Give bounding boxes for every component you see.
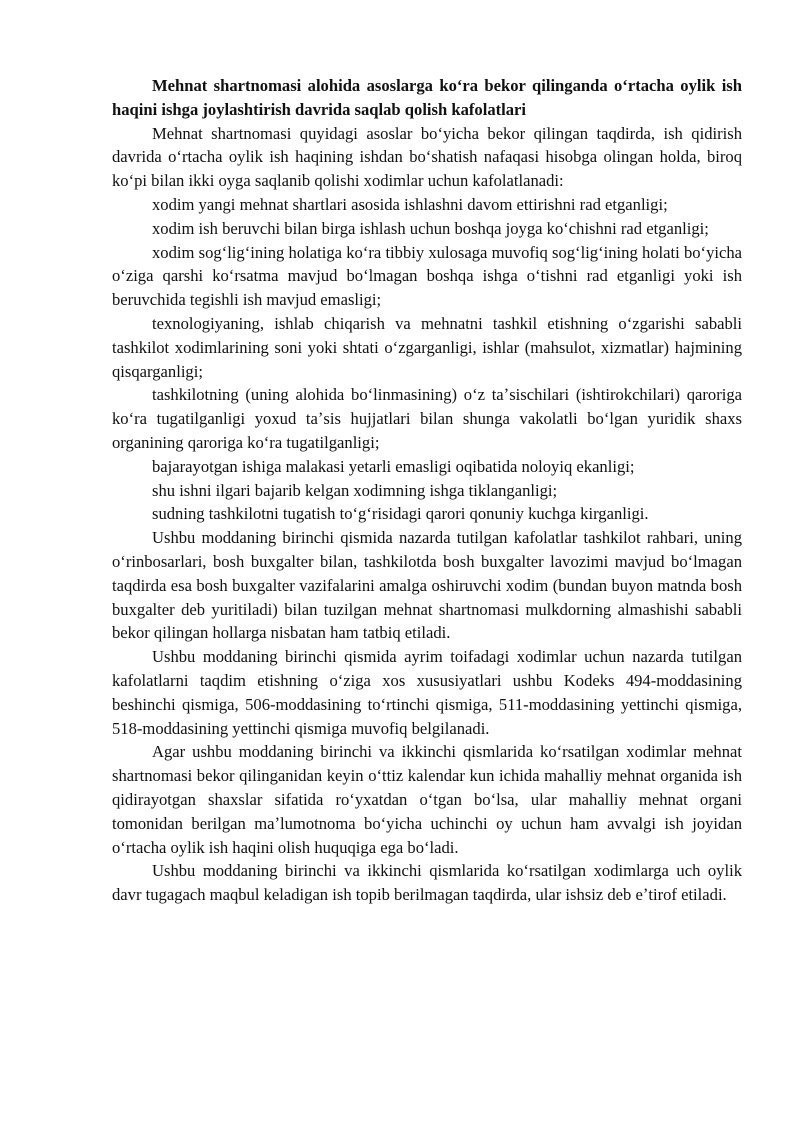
list-item: xodim yangi mehnat shartlari asosida ishlashni davom ettirishni rad etganligi;: [152, 194, 668, 214]
paragraph-second-part: Ushbu moddaning birinchi qismida nazarda tutilgan kafolatlar tashkilot rahbari, uning oʻrinbosarlari, bosh buxgalter bilan, tashkilotda bosh buxgalter lavozimi mavjud boʻlmagan taqdirda esa bosh buxgalter vazifalarini amalga oshiruvchi xodim (bundan buyon matnda bosh buxgalter deb yuritiladi) bilan tuzilgan mehnat shartnomasi mulkdorning almashishi sababli bekor qilingan hollarga nisbatan ham tatbiq etiladi.: [112, 528, 742, 643]
list-item: xodim ish beruvchi bilan birga ishlash uchun boshqa joyga koʻchishni rad etganligi;: [152, 218, 709, 238]
document-page: [112, 74, 742, 907]
paragraph-fifth-part: Ushbu moddaning birinchi va ikkinchi qismlarida koʻrsatilgan xodimlarga uch oylik davr tugagach maqbul keladigan ish topib berilmagan taqdirda, ular ishsiz deb eʼtirof etiladi.: [112, 861, 742, 905]
list-item: tashkilotning (uning alohida boʻlinmasining) oʻz taʼsischilari (ishtirokchilari) qaroriga koʻra tugatilganligi yoxud taʼsis hujjatlari bilan shunga vakolatli boʻlgan yuridik shaxs organining qaroriga koʻra tugatilganligi;: [112, 385, 742, 452]
list-item: texnologiyaning, ishlab chiqarish va mehnatni tashkil etishning oʻzgarishi sababli tashkilot xodimlarining soni yoki shtati oʻzgarganligi, ishlar (mahsulot, xizmatlar) hajmining qisqarganligi;: [112, 313, 742, 381]
paragraph-third-part: Ushbu moddaning birinchi qismida ayrim toifadagi xodimlar uchun nazarda tutilgan kafolatlarni taqdim etishning oʻziga xos xususiyatlari ushbu Kodeks 494-moddasining beshinchi qismiga, 506-moddasining toʻrtinchi qismiga, 511-moddasining yettinchi qismiga, 518-moddasining yettinchi qismiga muvofiq belgilanadi.: [112, 647, 742, 738]
list-item: bajarayotgan ishiga malakasi yetarli emasligi oqibatida noloyiq ekanligi;: [152, 456, 635, 476]
paragraph-fourth-part: Agar ushbu moddaning birinchi va ikkinchi qismlarida koʻrsatilgan xodimlar mehnat shartnomasi bekor qilinganidan keyin oʻttiz kalendar kun ichida mahalliy mehnat organida ish qidirayotgan shaxslar sifatida roʻyxatdan oʻtgan boʻlsa, ular mahalliy mehnat organi tomonidan berilgan maʼlumotnoma boʻyicha uchinchi oy uchun ham avvalgi ish joyidan oʻrtacha oylik ish haqini olish huquqiga ega boʻladi.: [112, 742, 742, 857]
list-item: shu ishni ilgari bajarib kelgan xodimning ishga tiklanganligi;: [152, 480, 558, 500]
paragraph-intro: Mehnat shartnomasi quyidagi asoslar boʻyicha bekor qilingan taqdirda, ish qidirish davrida oʻrtacha oylik ish haqining ishdan boʻshatish nafaqasi hisobga olingan holda, biroq koʻpi bilan ikki oyga saqlanib qolishi xodimlar uchun kafolatlanadi:: [112, 123, 742, 191]
list-item: xodim sogʻligʻining holatiga koʻra tibbiy xulosaga muvofiq sogʻligʻining holati boʻyicha oʻziga qarshi koʻrsatma mavjud boʻlmagan boshqa ishga oʻtishni rad etganligi yoki ish beruvchida tegishli ish mavjud emasligi;: [112, 242, 742, 310]
list-item: sudning tashkilotni tugatish toʻgʻrisidagi qarori qonuniy kuchga kirganligi.: [152, 504, 649, 524]
document-title: Mehnat shartnomasi alohida asoslarga koʻra bekor qilinganda oʻrtacha oylik ish haqini ishga joylashtirish davrida saqlab qolish kafolatlari: [112, 76, 742, 119]
